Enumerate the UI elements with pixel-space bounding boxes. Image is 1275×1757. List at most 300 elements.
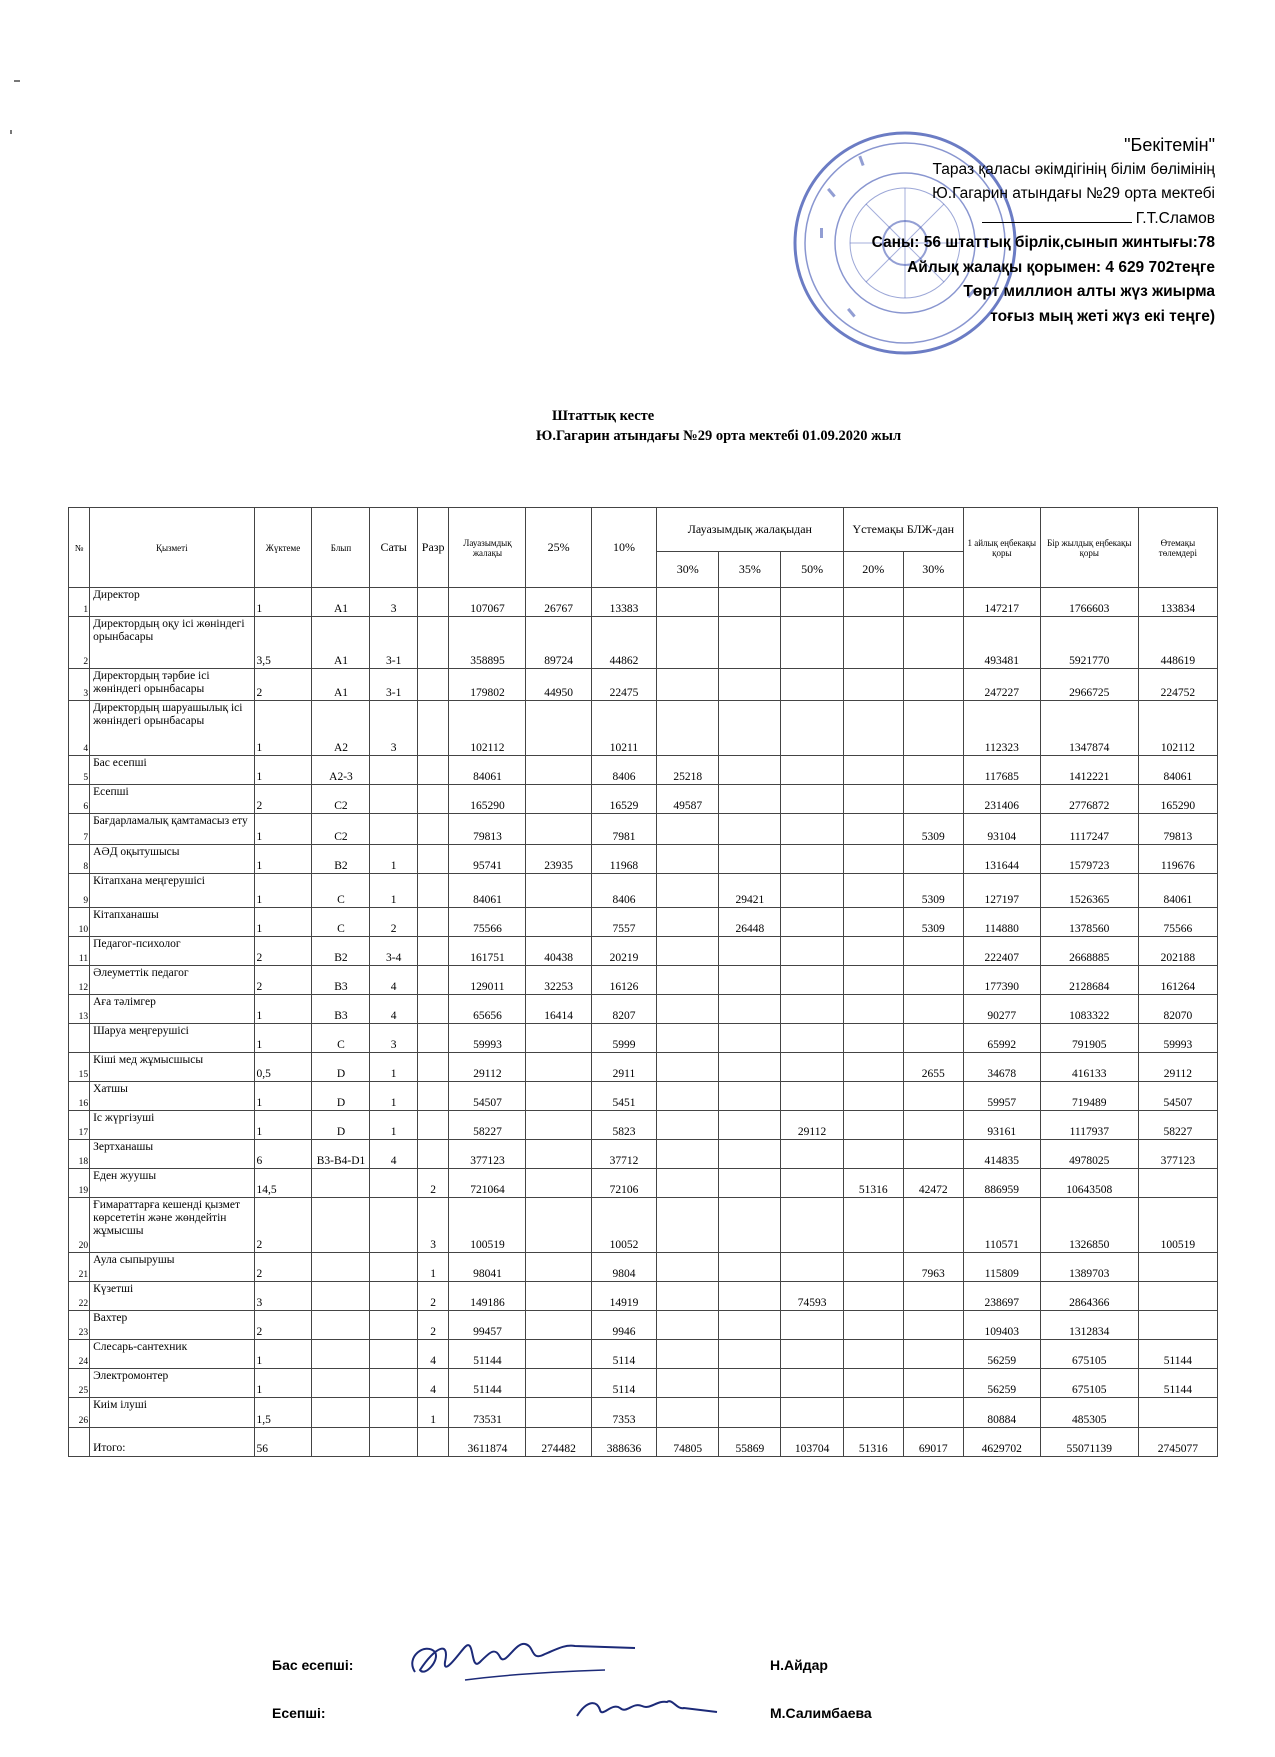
cell-row-number: 9 — [69, 874, 90, 908]
approval-block — [695, 133, 1215, 329]
cell-row-number: 10 — [69, 908, 90, 937]
cell-salary-10pct: 13383 — [591, 588, 656, 617]
total-label: Итого: — [90, 1428, 254, 1457]
cell-compensation: 100519 — [1138, 1198, 1217, 1253]
cell-salary-10pct: 5114 — [591, 1340, 656, 1369]
total-25pct: 274482 — [526, 1428, 591, 1457]
cell-from-salary-30pct — [657, 588, 719, 617]
cell-monthly-fund: 90277 — [963, 995, 1040, 1024]
document-subtitle: Ю.Гагарин атындағы №29 орта мектебі 01.09.2020 жыл — [536, 428, 902, 444]
staffing-table — [68, 507, 1218, 1457]
cell-salary: 75566 — [449, 908, 526, 937]
cell-row-number: 15 — [69, 1053, 90, 1082]
cell-salary-10pct: 5114 — [591, 1369, 656, 1398]
cell-bonus-20pct — [843, 1282, 903, 1311]
cell-from-salary-30pct — [657, 874, 719, 908]
cell-bonus-30pct: 2655 — [903, 1053, 963, 1082]
col-header-salary: Лауазымдық жалақы — [449, 508, 526, 588]
cell-grade: 4 — [417, 1340, 449, 1369]
accountant-signature — [572, 1688, 722, 1728]
col-header-monthly: 1 айлық еңбекақы қоры — [963, 508, 1040, 588]
cell-row-number: 19 — [69, 1169, 90, 1198]
cell-salary-25pct — [526, 1340, 591, 1369]
cell-level — [370, 785, 417, 814]
cell-position-name: Шаруа меңгерушісі — [90, 1024, 254, 1053]
cell-grade — [417, 588, 449, 617]
cell-yearly-fund: 1412221 — [1040, 756, 1138, 785]
cell-block: А1 — [312, 617, 370, 669]
cell-monthly-fund: 231406 — [963, 785, 1040, 814]
cell-bonus-20pct — [843, 1082, 903, 1111]
cell-block: D — [312, 1053, 370, 1082]
cell-salary-25pct — [526, 1140, 591, 1169]
cell-row-number: 23 — [69, 1311, 90, 1340]
chief-accountant-label: Бас есепші: — [272, 1657, 354, 1673]
cell-position-name: Зертханашы — [90, 1140, 254, 1169]
cell-level: 3-4 — [370, 937, 417, 966]
cell-monthly-fund: 93104 — [963, 814, 1040, 845]
cell-bonus-30pct — [903, 617, 963, 669]
cell-from-salary-50pct — [781, 1082, 843, 1111]
cell-yearly-fund: 416133 — [1040, 1053, 1138, 1082]
cell-salary-10pct: 5999 — [591, 1024, 656, 1053]
cell-row-number: 22 — [69, 1282, 90, 1311]
cell-yearly-fund: 2776872 — [1040, 785, 1138, 814]
cell-salary-25pct — [526, 814, 591, 845]
cell-grade — [417, 966, 449, 995]
col-header-bonus-30pct: 30% — [903, 552, 963, 588]
cell-position-name: Педагог-психолог — [90, 937, 254, 966]
cell-load: 2 — [254, 937, 312, 966]
director-signature-line — [982, 208, 1132, 223]
cell-grade — [417, 1024, 449, 1053]
cell-row-number: 4 — [69, 701, 90, 756]
cell-salary-25pct: 89724 — [526, 617, 591, 669]
cell-salary-10pct: 8406 — [591, 874, 656, 908]
cell-yearly-fund: 4978025 — [1040, 1140, 1138, 1169]
cell-load: 2 — [254, 1198, 312, 1253]
cell-yearly-fund: 1117247 — [1040, 814, 1138, 845]
cell-bonus-30pct — [903, 1398, 963, 1428]
total-num — [69, 1428, 90, 1457]
cell-from-salary-30pct — [657, 1169, 719, 1198]
cell-salary-25pct — [526, 1198, 591, 1253]
table-row — [69, 1369, 1218, 1398]
cell-compensation: 161264 — [1138, 966, 1217, 995]
cell-salary-25pct — [526, 701, 591, 756]
cell-from-salary-50pct — [781, 874, 843, 908]
cell-grade: 4 — [417, 1369, 449, 1398]
cell-from-salary-35pct — [719, 1398, 781, 1428]
cell-block: В3 — [312, 966, 370, 995]
cell-salary-10pct: 5451 — [591, 1082, 656, 1111]
cell-row-number: 24 — [69, 1340, 90, 1369]
cell-from-salary-35pct — [719, 1082, 781, 1111]
cell-grade: 1 — [417, 1398, 449, 1428]
cell-row-number: 11 — [69, 937, 90, 966]
cell-from-salary-50pct — [781, 1398, 843, 1428]
cell-from-salary-50pct — [781, 785, 843, 814]
cell-load: 1 — [254, 1369, 312, 1398]
cell-position-name: АӘД оқытушысы — [90, 845, 254, 874]
cell-position-name: Аға тәлімгер — [90, 995, 254, 1024]
cell-level: 1 — [370, 1053, 417, 1082]
cell-yearly-fund: 10643508 — [1040, 1169, 1138, 1198]
cell-salary: 100519 — [449, 1198, 526, 1253]
cell-bonus-20pct — [843, 1024, 903, 1053]
cell-row-number: 2 — [69, 617, 90, 669]
cell-level: 1 — [370, 845, 417, 874]
total-level — [370, 1428, 417, 1457]
approval-director-line — [695, 207, 1215, 232]
cell-bonus-20pct — [843, 1253, 903, 1282]
cell-from-salary-30pct — [657, 1398, 719, 1428]
cell-position-name: Директордың тәрбие ісі жөніндегі орынбасары — [90, 669, 254, 701]
cell-bonus-20pct — [843, 701, 903, 756]
cell-block — [312, 1398, 370, 1428]
cell-from-salary-50pct — [781, 1311, 843, 1340]
cell-from-salary-35pct — [719, 1253, 781, 1282]
cell-from-salary-30pct — [657, 937, 719, 966]
cell-grade — [417, 669, 449, 701]
cell-monthly-fund: 110571 — [963, 1198, 1040, 1253]
cell-load: 1 — [254, 1111, 312, 1140]
cell-salary-25pct — [526, 908, 591, 937]
cell-salary-10pct: 8207 — [591, 995, 656, 1024]
cell-level: 3 — [370, 1024, 417, 1053]
cell-block: С2 — [312, 785, 370, 814]
cell-block: А1 — [312, 669, 370, 701]
col-header-25pct: 25% — [526, 508, 591, 588]
cell-position-name: Хатшы — [90, 1082, 254, 1111]
cell-salary-25pct — [526, 1253, 591, 1282]
cell-from-salary-50pct — [781, 1053, 843, 1082]
cell-level — [370, 1398, 417, 1428]
cell-block — [312, 1282, 370, 1311]
col-header-level: Саты — [370, 508, 417, 588]
cell-salary-25pct: 26767 — [526, 588, 591, 617]
cell-compensation: 59993 — [1138, 1024, 1217, 1053]
cell-row-number: 1 — [69, 588, 90, 617]
cell-grade — [417, 814, 449, 845]
cell-level: 4 — [370, 995, 417, 1024]
cell-monthly-fund: 131644 — [963, 845, 1040, 874]
cell-from-salary-50pct — [781, 756, 843, 785]
cell-load: 1 — [254, 908, 312, 937]
cell-salary: 721064 — [449, 1169, 526, 1198]
cell-compensation: 202188 — [1138, 937, 1217, 966]
cell-yearly-fund: 1389703 — [1040, 1253, 1138, 1282]
cell-block: С — [312, 874, 370, 908]
cell-from-salary-30pct: 25218 — [657, 756, 719, 785]
cell-salary-25pct — [526, 756, 591, 785]
cell-from-salary-35pct — [719, 845, 781, 874]
cell-grade: 2 — [417, 1282, 449, 1311]
cell-bonus-20pct — [843, 814, 903, 845]
cell-level — [370, 1169, 417, 1198]
cell-grade: 2 — [417, 1169, 449, 1198]
total-10pct: 388636 — [591, 1428, 656, 1457]
cell-bonus-20pct — [843, 874, 903, 908]
cell-salary-25pct — [526, 1053, 591, 1082]
cell-salary-25pct — [526, 1369, 591, 1398]
approval-line-department: Тараз қаласы әкімдігінің білім бөлімінің — [932, 160, 1215, 178]
cell-compensation: 377123 — [1138, 1140, 1217, 1169]
cell-compensation: 54507 — [1138, 1082, 1217, 1111]
cell-from-salary-50pct — [781, 588, 843, 617]
cell-monthly-fund: 59957 — [963, 1082, 1040, 1111]
cell-yearly-fund: 791905 — [1040, 1024, 1138, 1053]
col-header-grade: Разр — [417, 508, 449, 588]
cell-bonus-20pct — [843, 785, 903, 814]
cell-grade — [417, 1082, 449, 1111]
cell-bonus-30pct — [903, 1340, 963, 1369]
cell-from-salary-35pct — [719, 701, 781, 756]
cell-position-name: Электромонтер — [90, 1369, 254, 1398]
cell-bonus-30pct — [903, 588, 963, 617]
cell-monthly-fund: 493481 — [963, 617, 1040, 669]
total-35pct: 55869 — [719, 1428, 781, 1457]
cell-compensation — [1138, 1253, 1217, 1282]
table-row — [69, 937, 1218, 966]
cell-from-salary-30pct — [657, 966, 719, 995]
cell-salary: 79813 — [449, 814, 526, 845]
cell-from-salary-30pct — [657, 1369, 719, 1398]
cell-from-salary-30pct — [657, 1053, 719, 1082]
total-row — [69, 1428, 1218, 1457]
cell-salary-10pct: 7557 — [591, 908, 656, 937]
cell-salary: 54507 — [449, 1082, 526, 1111]
cell-salary-10pct: 10211 — [591, 701, 656, 756]
cell-position-name: Киім ілуші — [90, 1398, 254, 1428]
cell-load: 1 — [254, 845, 312, 874]
cell-bonus-30pct — [903, 756, 963, 785]
cell-from-salary-35pct: 26448 — [719, 908, 781, 937]
col-header-block: Блып — [312, 508, 370, 588]
cell-compensation — [1138, 1169, 1217, 1198]
cell-position-name: Ғимараттарға кешенді қызмет көрсететін және жөндейтін жұмысшы — [90, 1198, 254, 1253]
cell-bonus-30pct — [903, 669, 963, 701]
accountant-name: М.Салимбаева — [770, 1705, 872, 1721]
cell-yearly-fund: 2668885 — [1040, 937, 1138, 966]
cell-monthly-fund: 222407 — [963, 937, 1040, 966]
table-row — [69, 814, 1218, 845]
cell-salary-10pct: 37712 — [591, 1140, 656, 1169]
table-row — [69, 1198, 1218, 1253]
cell-yearly-fund: 1083322 — [1040, 995, 1138, 1024]
cell-load: 2 — [254, 669, 312, 701]
cell-from-salary-30pct — [657, 1311, 719, 1340]
table-row — [69, 1253, 1218, 1282]
cell-from-salary-50pct — [781, 995, 843, 1024]
cell-monthly-fund: 238697 — [963, 1282, 1040, 1311]
cell-compensation — [1138, 1398, 1217, 1428]
cell-compensation: 75566 — [1138, 908, 1217, 937]
cell-yearly-fund: 2966725 — [1040, 669, 1138, 701]
scan-speck — [14, 80, 20, 82]
cell-bonus-30pct — [903, 701, 963, 756]
cell-salary-25pct: 32253 — [526, 966, 591, 995]
cell-row-number: 26 — [69, 1398, 90, 1428]
cell-salary-25pct — [526, 1082, 591, 1111]
cell-salary-25pct — [526, 1311, 591, 1340]
cell-salary: 98041 — [449, 1253, 526, 1282]
cell-bonus-30pct: 42472 — [903, 1169, 963, 1198]
cell-from-salary-50pct: 29112 — [781, 1111, 843, 1140]
cell-salary-10pct: 9946 — [591, 1311, 656, 1340]
cell-level: 4 — [370, 966, 417, 995]
cell-salary-10pct: 44862 — [591, 617, 656, 669]
cell-from-salary-35pct — [719, 966, 781, 995]
cell-salary-25pct: 40438 — [526, 937, 591, 966]
cell-level: 3-1 — [370, 669, 417, 701]
cell-block — [312, 1369, 370, 1398]
cell-from-salary-30pct — [657, 1111, 719, 1140]
cell-grade: 1 — [417, 1253, 449, 1282]
cell-salary: 179802 — [449, 669, 526, 701]
cell-level — [370, 1282, 417, 1311]
cell-salary: 161751 — [449, 937, 526, 966]
cell-block: А2-3 — [312, 756, 370, 785]
cell-bonus-30pct: 7963 — [903, 1253, 963, 1282]
cell-from-salary-50pct — [781, 845, 843, 874]
cell-salary-10pct: 11968 — [591, 845, 656, 874]
director-name: Г.Т.Сламов — [1135, 209, 1215, 227]
cell-salary: 73531 — [449, 1398, 526, 1428]
cell-bonus-20pct — [843, 1369, 903, 1398]
cell-load: 6 — [254, 1140, 312, 1169]
cell-from-salary-35pct — [719, 785, 781, 814]
table-row — [69, 588, 1218, 617]
cell-salary-10pct: 10052 — [591, 1198, 656, 1253]
approval-line-units: Саны: 56 штаттық бірлік,сынып жинтығы:78 — [871, 234, 1215, 251]
cell-salary-10pct: 7981 — [591, 814, 656, 845]
cell-level: 4 — [370, 1140, 417, 1169]
cell-bonus-20pct: 51316 — [843, 1169, 903, 1198]
table-row — [69, 966, 1218, 995]
cell-bonus-20pct — [843, 995, 903, 1024]
col-header-10pct: 10% — [591, 508, 656, 588]
cell-block: В3-В4-D1 — [312, 1140, 370, 1169]
cell-bonus-30pct — [903, 937, 963, 966]
cell-from-salary-35pct — [719, 1111, 781, 1140]
cell-from-salary-30pct — [657, 617, 719, 669]
cell-level: 1 — [370, 1082, 417, 1111]
cell-block — [312, 1340, 370, 1369]
cell-from-salary-50pct: 74593 — [781, 1282, 843, 1311]
cell-load: 3 — [254, 1282, 312, 1311]
cell-position-name: Директордың шаруашылық ісі жөніндегі орынбасары — [90, 701, 254, 756]
cell-block — [312, 1198, 370, 1253]
cell-from-salary-35pct — [719, 756, 781, 785]
cell-bonus-20pct — [843, 1140, 903, 1169]
cell-level — [370, 1311, 417, 1340]
cell-grade: 3 — [417, 1198, 449, 1253]
cell-load: 0,5 — [254, 1053, 312, 1082]
cell-monthly-fund: 117685 — [963, 756, 1040, 785]
cell-salary: 51144 — [449, 1340, 526, 1369]
cell-block: С2 — [312, 814, 370, 845]
cell-from-salary-30pct — [657, 1282, 719, 1311]
cell-load: 1 — [254, 701, 312, 756]
accountant-label: Есепші: — [272, 1705, 326, 1721]
table-row — [69, 1340, 1218, 1369]
cell-from-salary-50pct — [781, 1024, 843, 1053]
table-row — [69, 701, 1218, 756]
cell-grade — [417, 874, 449, 908]
cell-yearly-fund: 1117937 — [1040, 1111, 1138, 1140]
cell-from-salary-50pct — [781, 1253, 843, 1282]
col-header-30pct: 30% — [657, 552, 719, 588]
table-row — [69, 1024, 1218, 1053]
cell-position-name: Бас есепші — [90, 756, 254, 785]
cell-from-salary-50pct — [781, 1140, 843, 1169]
cell-row-number: 13 — [69, 995, 90, 1024]
cell-bonus-20pct — [843, 669, 903, 701]
cell-yearly-fund: 1347874 — [1040, 701, 1138, 756]
cell-salary: 358895 — [449, 617, 526, 669]
cell-salary: 165290 — [449, 785, 526, 814]
cell-from-salary-35pct — [719, 1053, 781, 1082]
cell-block: А1 — [312, 588, 370, 617]
approval-heading: "Бекітемін" — [1124, 135, 1215, 155]
cell-from-salary-30pct — [657, 1024, 719, 1053]
cell-compensation: 224752 — [1138, 669, 1217, 701]
cell-yearly-fund: 2128684 — [1040, 966, 1138, 995]
cell-yearly-fund: 1378560 — [1040, 908, 1138, 937]
table-row — [69, 1053, 1218, 1082]
cell-from-salary-35pct — [719, 937, 781, 966]
col-header-50pct: 50% — [781, 552, 843, 588]
total-salary: 3611874 — [449, 1428, 526, 1457]
cell-grade — [417, 937, 449, 966]
total-grade — [417, 1428, 449, 1457]
cell-yearly-fund: 1326850 — [1040, 1198, 1138, 1253]
cell-level — [370, 1198, 417, 1253]
cell-salary-10pct: 16126 — [591, 966, 656, 995]
cell-bonus-30pct: 5309 — [903, 814, 963, 845]
cell-compensation — [1138, 1282, 1217, 1311]
cell-row-number: 16 — [69, 1082, 90, 1111]
table-row — [69, 1282, 1218, 1311]
table-row — [69, 669, 1218, 701]
cell-bonus-30pct — [903, 1198, 963, 1253]
cell-row-number: 5 — [69, 756, 90, 785]
col-header-bonus-20pct: 20% — [843, 552, 903, 588]
cell-yearly-fund: 1312834 — [1040, 1311, 1138, 1340]
cell-bonus-20pct — [843, 756, 903, 785]
cell-load: 2 — [254, 1253, 312, 1282]
total-compensation: 2745077 — [1138, 1428, 1217, 1457]
cell-salary-25pct: 16414 — [526, 995, 591, 1024]
cell-monthly-fund: 247227 — [963, 669, 1040, 701]
cell-salary-10pct: 5823 — [591, 1111, 656, 1140]
cell-yearly-fund: 2864366 — [1040, 1282, 1138, 1311]
cell-monthly-fund: 114880 — [963, 908, 1040, 937]
table-row — [69, 1140, 1218, 1169]
cell-salary-25pct — [526, 874, 591, 908]
cell-salary-25pct — [526, 1398, 591, 1428]
cell-bonus-30pct — [903, 1282, 963, 1311]
cell-bonus-30pct — [903, 845, 963, 874]
cell-bonus-30pct — [903, 966, 963, 995]
cell-grade — [417, 756, 449, 785]
cell-from-salary-30pct — [657, 1198, 719, 1253]
cell-compensation: 29112 — [1138, 1053, 1217, 1082]
cell-salary-25pct — [526, 1024, 591, 1053]
chief-accountant-name: Н.Айдар — [770, 1657, 828, 1673]
cell-block: В2 — [312, 937, 370, 966]
